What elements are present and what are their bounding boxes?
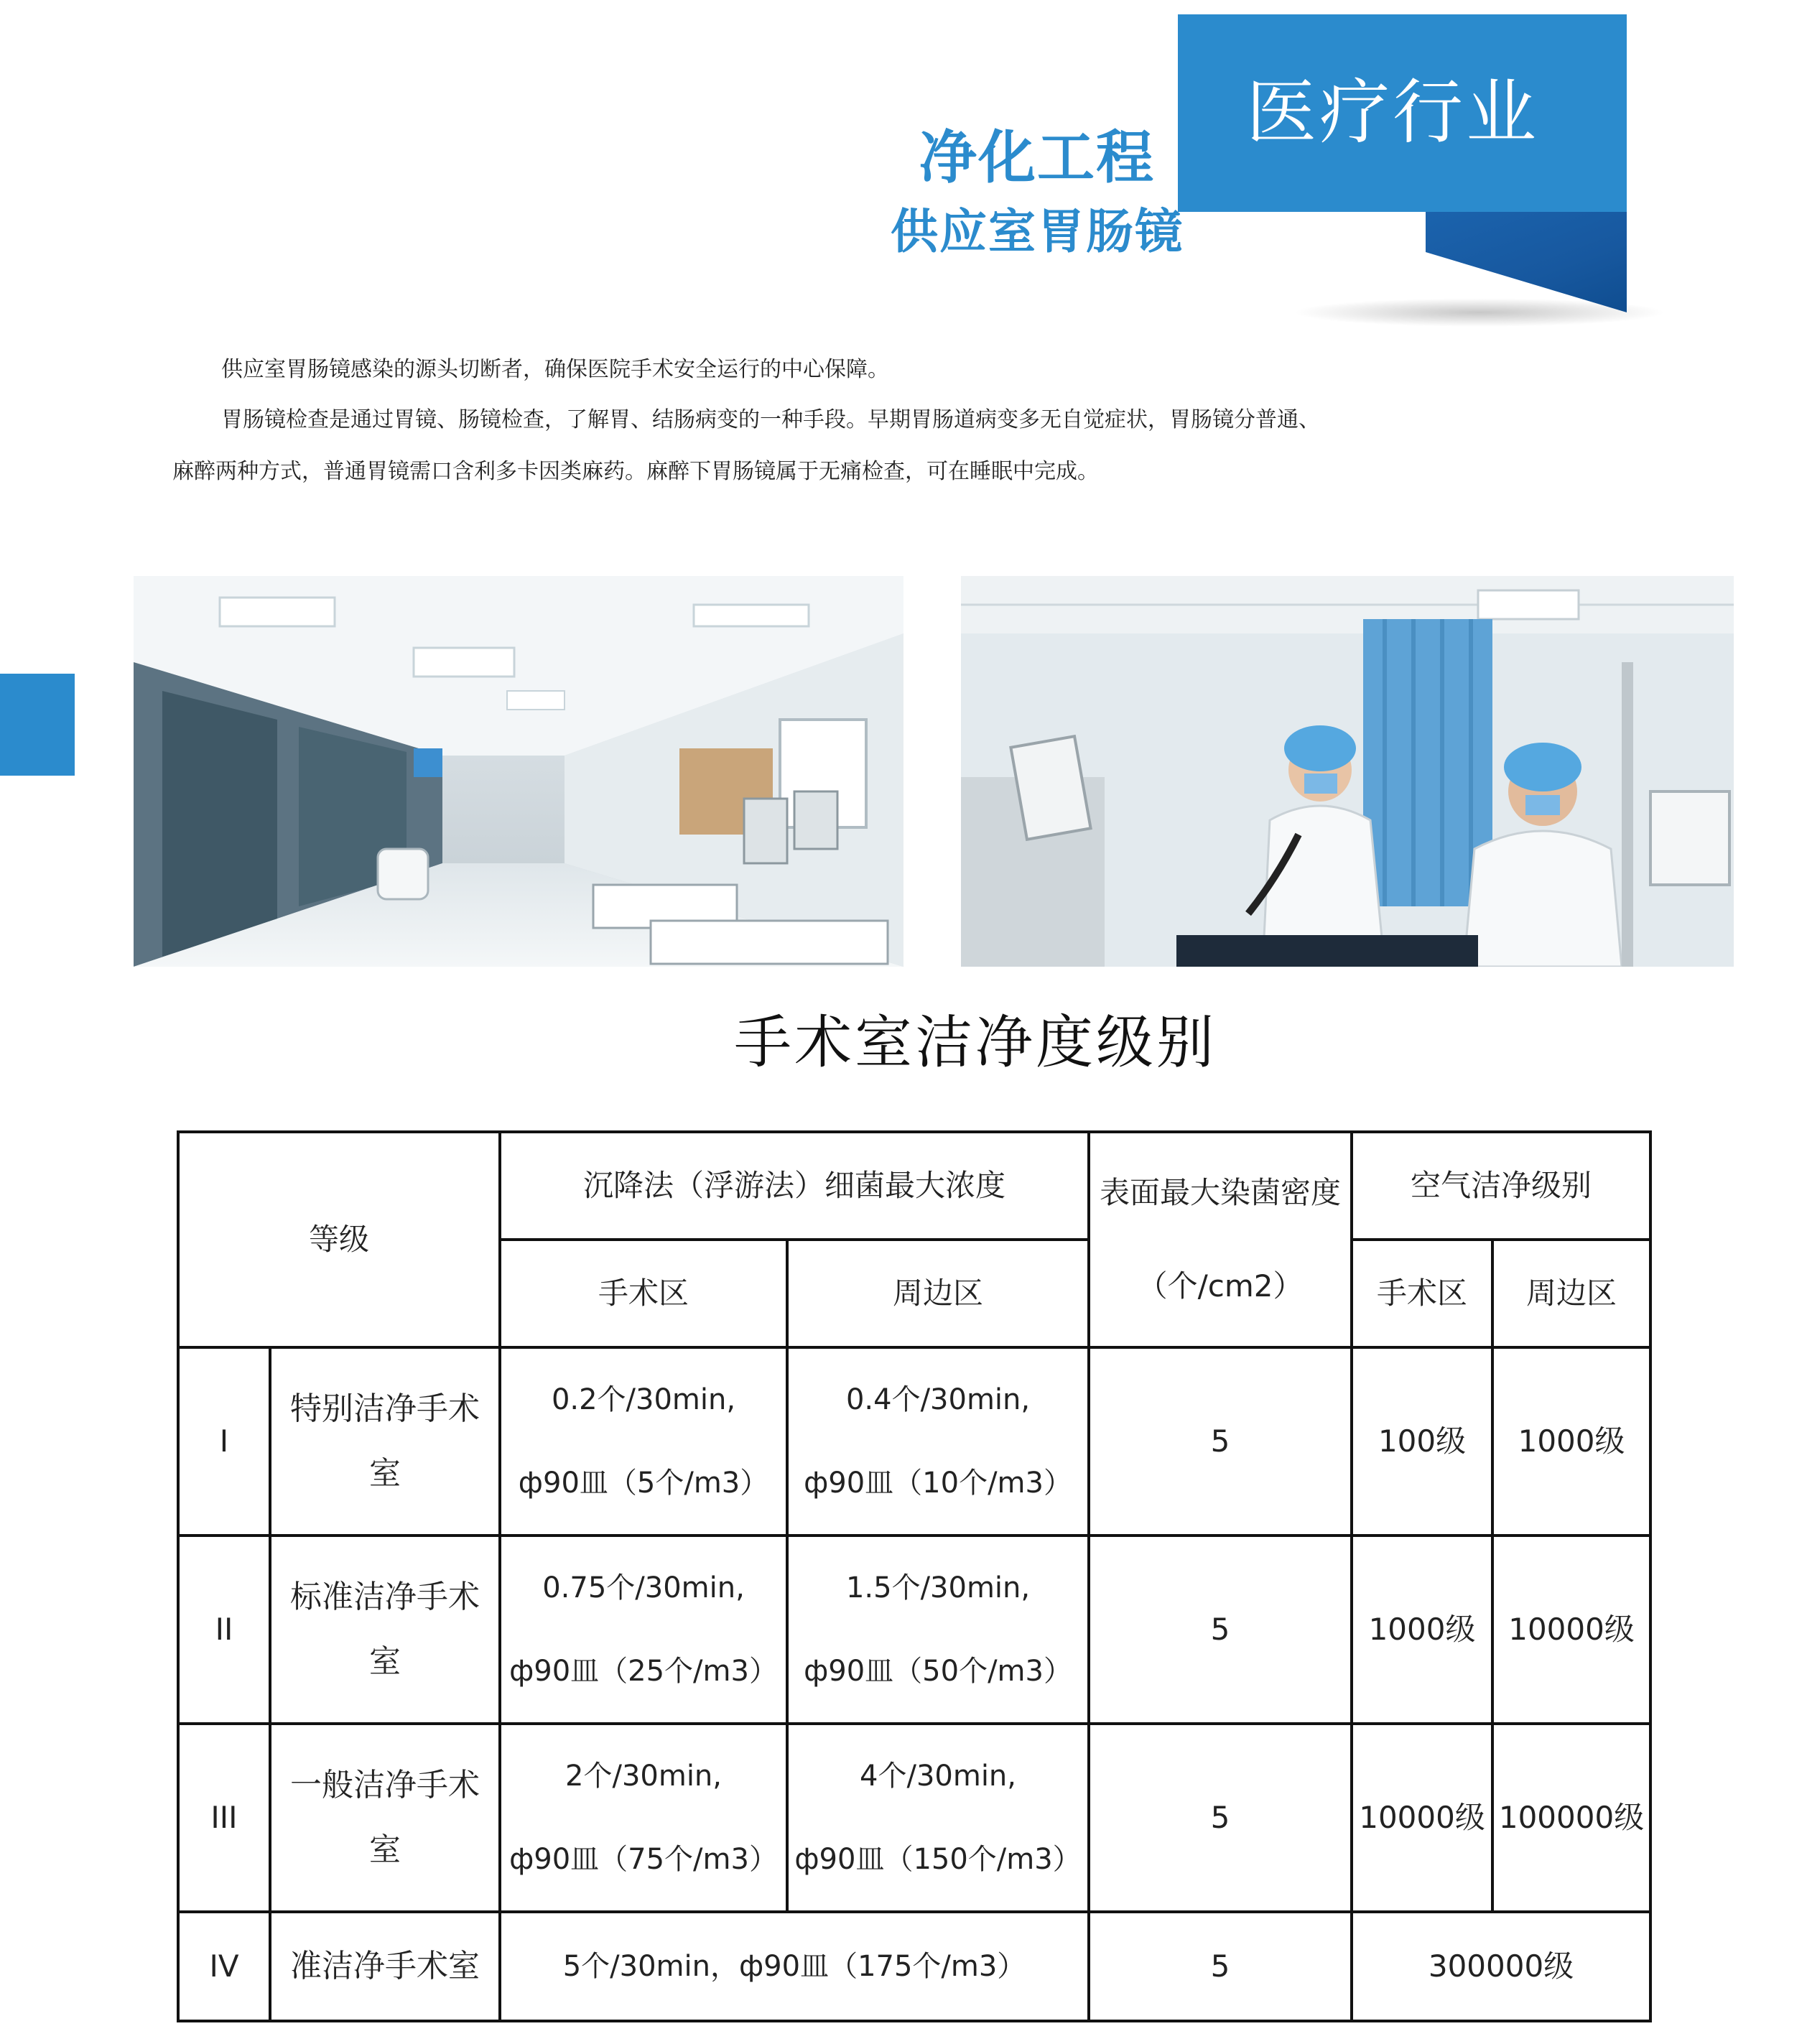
table-row (178, 1347, 1650, 1536)
surgery-line1: 0.2个/30min, (551, 1383, 736, 1416)
surface-density-cell: 5 (1089, 1912, 1352, 2021)
level-cell: II (178, 1536, 270, 1724)
header-surrounding-area: 周边区 (787, 1240, 1089, 1347)
level-cell: III (178, 1724, 270, 1912)
surgery-area-cell (500, 1347, 787, 1536)
surgery-line2: ф90皿（75个/m3） (509, 1843, 778, 1876)
ribbon-fold (1426, 212, 1627, 312)
surgery-line2: ф90皿（25个/m3） (509, 1655, 778, 1688)
table-row (178, 1536, 1650, 1724)
intro-line-1: 供应室胃肠镜感染的源头切断者，确保医院手术安全运行的中心保障。 (221, 357, 889, 382)
section-title: 手术室洁净度级别 (734, 1009, 1217, 1076)
table-row (178, 1724, 1650, 1912)
intro-line-3: 麻醉两种方式，普通胃镜需口含利多卡因类麻药。麻醉下胃肠镜属于无痛检查，可在睡眠中完成。 (172, 459, 1099, 484)
surgery-line2: ф90皿（5个/m3） (518, 1467, 769, 1500)
air-surround-cell: 10000级 (1492, 1536, 1650, 1724)
header-surface-line1: 表面最大染菌密度 (1100, 1175, 1342, 1210)
header-surgery-area: 手术区 (500, 1240, 787, 1347)
surface-density-cell: 5 (1089, 1724, 1352, 1912)
surgery-area-cell (500, 1724, 787, 1912)
surgery-line1: 0.75个/30min, (542, 1571, 745, 1604)
ribbon-label: 医疗行业 (1246, 72, 1540, 154)
surround-line2: ф90皿（150个/m3） (794, 1843, 1082, 1876)
surrounding-area-cell (787, 1724, 1089, 1912)
page-title: 净化工程 (919, 124, 1155, 191)
surround-line2: ф90皿（10个/m3） (804, 1467, 1072, 1500)
header-ribbon (1178, 14, 1630, 330)
surgery-line1: 2个/30min, (565, 1760, 722, 1793)
room-name-cell: 特别洁净手术室 (270, 1347, 500, 1536)
level-cell: IV (178, 1912, 270, 2021)
intro-line-2: 胃肠镜检查是通过胃镜、肠镜检查，了解胃、结肠病变的一种手段。早期胃肠道病变多无自觉症状，胃肠镜分普通、 (221, 407, 1320, 432)
surround-line1: 4个/30min, (860, 1760, 1016, 1793)
air-surround-cell: 1000级 (1492, 1347, 1650, 1536)
header-air-surgery-area: 手术区 (1352, 1240, 1492, 1347)
header-air-cleanliness: 空气洁净级别 (1352, 1132, 1650, 1240)
header-air-surrounding-area: 周边区 (1492, 1240, 1650, 1347)
surround-line1: 0.4个/30min, (845, 1383, 1031, 1416)
page-subtitle: 供应室胃肠镜 (891, 204, 1184, 259)
room-name-cell: 准洁净手术室 (270, 1912, 500, 2021)
surface-density-cell: 5 (1089, 1347, 1352, 1536)
side-tab (0, 674, 75, 776)
table-row (178, 1912, 1650, 2021)
air-combined-cell: 300000级 (1352, 1912, 1650, 2021)
surrounding-area-cell (787, 1347, 1089, 1536)
cleanliness-table (177, 1130, 1649, 2020)
header-surface-line2: （个/cm2） (1137, 1268, 1304, 1304)
combined-concentration-cell: 5个/30min，ф90皿（175个/m3） (500, 1912, 1089, 2021)
air-surgery-cell: 100级 (1352, 1347, 1492, 1536)
header-surface-density (1089, 1132, 1352, 1347)
header-sedimentation: 沉降法（浮游法）细菌最大浓度 (500, 1132, 1089, 1240)
room-name-cell: 一般洁净手术室 (270, 1724, 500, 1912)
surround-line1: 1.5个/30min, (845, 1571, 1031, 1604)
surrounding-area-cell (787, 1536, 1089, 1724)
surgery-area-cell (500, 1536, 787, 1724)
air-surround-cell: 100000级 (1492, 1724, 1650, 1912)
air-surgery-cell: 10000级 (1352, 1724, 1492, 1912)
surround-line2: ф90皿（50个/m3） (804, 1655, 1072, 1688)
level-cell: I (178, 1347, 270, 1536)
ward-corridor-photo (134, 576, 904, 967)
air-surgery-cell: 1000级 (1352, 1536, 1492, 1724)
room-name-cell: 标准洁净手术室 (270, 1536, 500, 1724)
header-grade: 等级 (178, 1132, 500, 1347)
surface-density-cell: 5 (1089, 1536, 1352, 1724)
endoscopy-room-photo (961, 576, 1734, 967)
